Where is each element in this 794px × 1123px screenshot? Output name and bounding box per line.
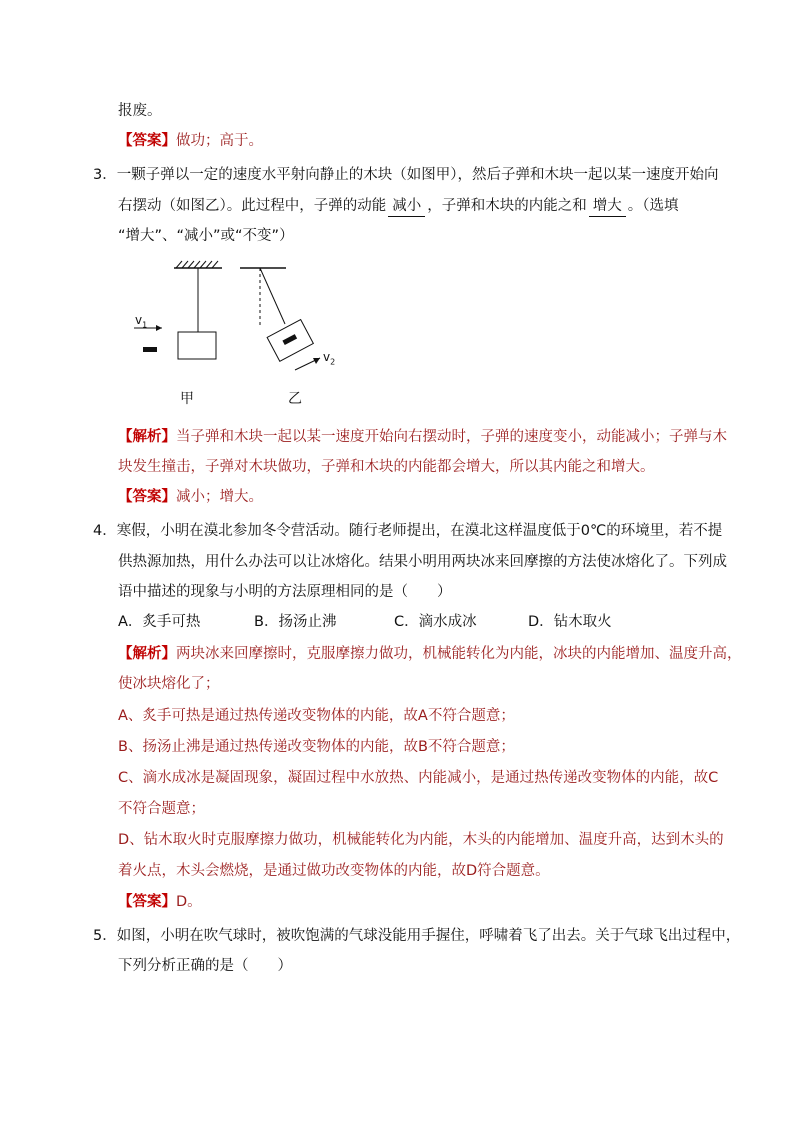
q3-blank-2: 增大 [589,196,626,217]
q5-number: 5． [93,928,117,944]
caption-jia: 甲 [180,391,194,407]
analysis-tag: 【解析】 [118,429,176,445]
q3-text-b1: 右摆动（如图乙）。此过程中，子弹的动能 [118,198,387,214]
q4-options [118,612,612,632]
q4-number: 4． [93,523,117,539]
q5-line-1 [93,926,740,946]
answer-text: 减小；增大。 [176,489,263,505]
ceiling-hatch [176,261,218,268]
q5-text-a: 如图，小明在吹气球时，被吹饱满的气球没能用手握住，呼啸着飞了出去。关于气球飞出过程中， [116,928,741,944]
v1-label: $v_1$ [135,313,148,330]
q4-option-d: D．钻木取火 [528,614,612,630]
answer-2 [118,131,263,151]
answer-tag: 【答案】 [118,894,176,910]
q3-text-b3: 。（选填 [627,198,679,214]
analysis-text: 两块冰来回摩擦时，克服摩擦力做功，机械能转化为内能，冰块的内能增加、温度升高， [176,646,742,662]
q4-option-b: B．扬汤止沸 [254,614,337,630]
block-jia [178,332,216,359]
q3-blank-1: 减小 [388,196,425,217]
caption-yi: 乙 [288,391,302,407]
q4-analysis-1 [118,644,742,664]
q4-line-2: 供热源加热，用什么办法可以让冰熔化。结果小明用两块冰来回摩擦的方法使冰熔化了。下列成 [118,554,727,570]
q3-line-2 [118,196,679,217]
q4-line-3: 语中描述的现象与小明的方法原理相同的是（ ） [118,584,452,600]
q3-number: 3． [93,167,117,183]
q4-line-1 [93,521,722,541]
q4-text-a: 寒假，小明在漠北参加冬令营活动。随行老师提出，在漠北这样温度低于0℃的环境里，若不提 [116,523,723,539]
string-right [260,268,285,324]
q3-line-1 [93,165,718,185]
block-yi [267,320,313,362]
q4-analysis-B: B、扬汤止沸是通过热传递改变物体的内能，故B不符合题意； [118,739,515,755]
answer-tag: 【答案】 [118,133,176,149]
analysis-text: 当子弹和木块一起以某一速度开始向右摆动时，子弹的速度变小，动能减小；子弹与木 [176,429,727,445]
q4-analysis-C2: 不符合题意； [118,801,205,817]
q3-line-3: “增大”、“减小”或“不变”） [118,228,294,244]
q4-option-c: C．滴水成冰 [394,614,477,630]
analysis-tag: 【解析】 [118,646,176,662]
q4-answer [118,892,202,912]
q3-analysis-1 [118,427,727,447]
v2-label: $v_2$ [323,350,336,367]
q4-analysis-A: A、炙手可热是通过热传递改变物体的内能，故A不符合题意； [118,708,515,724]
q3-answer [118,487,263,507]
bullet [143,347,157,352]
answer-tag: 【答案】 [118,489,176,505]
pendulum-figure [110,258,370,408]
q3-diagram [110,258,370,408]
q4-analysis-D2: 着火点，木头会燃烧，是通过做功改变物体的内能，故D符合题意。 [118,863,550,879]
q4-analysis-D1: D、钻木取火时克服摩擦力做功，机械能转化为内能，木头的内能增加、温度升高，达到木头的 [118,832,724,848]
prev-text: 报废。 [118,103,162,119]
q3-analysis-2: 块发生撞击，子弹对木块做功，子弹和木块的内能都会增大，所以其内能之和增大。 [118,459,655,475]
q3-text-a: 一颗子弹以一定的速度水平射向静止的木块（如图甲），然后子弹和木块一起以某一速度开始向 [116,167,719,183]
q4-analysis-2: 使冰块熔化了； [118,676,220,692]
answer-text: D。 [176,894,202,910]
q5-line-2: 下列分析正确的是（ ） [118,958,292,974]
q3-text-b2: ，子弹和木块的内能之和 [427,198,587,214]
answer-text: 做功；高于。 [176,133,263,149]
q4-analysis-C1: C、滴水成冰是凝固现象，凝固过程中水放热、内能减小，是通过热传递改变物体的内能，故C [118,770,719,786]
q4-option-a: A．炙手可热 [118,614,201,630]
